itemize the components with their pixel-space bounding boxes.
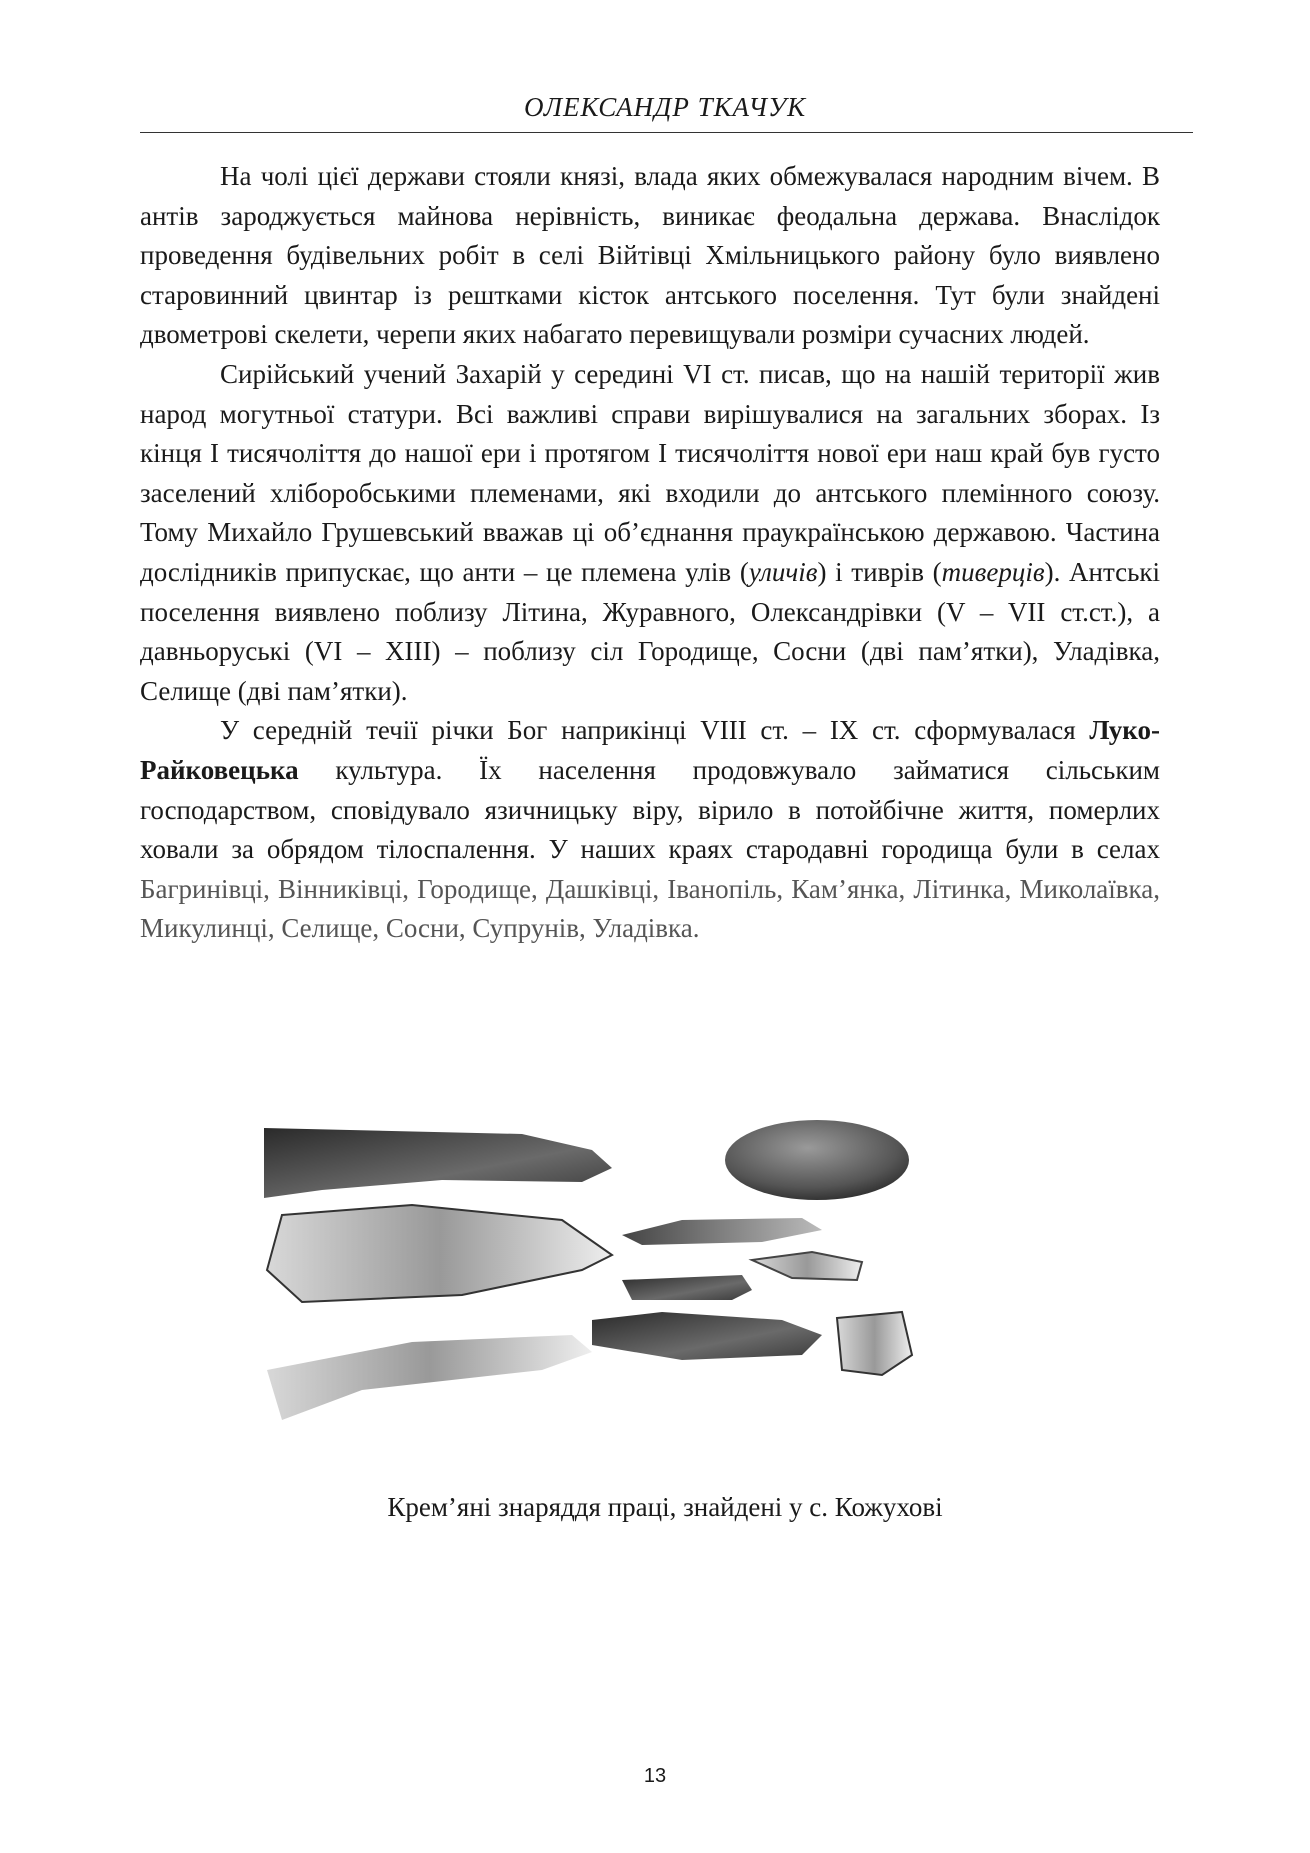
text-span: ) і тиврів ( <box>817 556 942 587</box>
flint-pebble <box>725 1120 909 1200</box>
header-divider <box>140 132 1193 133</box>
flint-blade-3 <box>622 1218 822 1245</box>
flint-blade-7 <box>592 1312 822 1360</box>
flint-blade-2 <box>267 1205 612 1302</box>
italic-term: уличів <box>748 556 818 587</box>
text-span: ). Антські поселення виявлено поблизу Літина, Журавного, Олександрівки (V – VII ст.ст.), а давньоруські (VI – XIII) – поблизу сіл Городище, Сосни (дві пам’ятки), Уладівка, Селище (дві пам’ятки). <box>140 556 1160 706</box>
main-text <box>140 157 1160 949</box>
paragraph-1: На чолі цієї держави стояли князі, влада яких обмежувалася народним вічем. В антів зароджується майнова нерівність, виникає феодальна держава. Внаслідок проведення будівельних робіт в селі Війтівці Хмільницького району було виявлено старовинний цвинтар із рештками кісток антського поселення. Тут були знайдені двометрові скелети, черепи яких набагато перевищували розміри сучасних людей. <box>140 161 1160 350</box>
flint-blade-6 <box>267 1335 592 1420</box>
text-span: Сирійський учений Захарій у середині VI ст. писав, що на нашій території жив народ могутньої статури. Всі важливі справи вирішувалися на загальних зборах. Із кінця I тисячоліття до нашої ери і протягом I тисячоліття нової ери наш край був густо заселений хліборобськими племенами, які входили до антського племінного союзу. Тому Михайло Грушевський вважав ці об’єднання праукраїнською державою. Частина дослідників припускає, що анти – це племена улів ( <box>140 358 1160 587</box>
running-header: ОЛЕКСАНДР ТКАЧУК <box>523 92 807 122</box>
bold-term: Луко-Райковецька <box>140 715 1160 785</box>
paragraph-2 <box>140 355 1160 711</box>
figure-caption: Крем’яні знаряддя праці, знайдені у с. Кожухові <box>387 1492 943 1522</box>
page-number: 13 <box>643 1765 667 1787</box>
text-span: культура. Їх населення продовжувало займатися сільським господарством, сповідувало язичницьку віру, вірило в потойбічне життя, померлих ховали за обрядом тілоспалення. У наших краях стародавні городища були в селах <box>140 754 1160 865</box>
village-list: Багринівці, Вінниківці, Городище, Дашківці, Іванопіль, Кам’янка, Літинка, Миколаївка, Микулинці, Селище, Сосни, Супрунів, Уладівка. <box>140 873 1160 944</box>
text-span: У середній течії річки Бог наприкінці VIII ст. – IX ст. сформувалася <box>220 715 1090 746</box>
flint-fragment <box>837 1312 912 1375</box>
flint-blade-4 <box>752 1252 862 1280</box>
paragraph-3 <box>140 711 1160 949</box>
flint-tools-photo <box>262 1120 1042 1455</box>
flint-blade-5 <box>622 1275 752 1300</box>
flint-blade-1 <box>264 1128 612 1198</box>
italic-term: тиверців <box>941 556 1045 587</box>
